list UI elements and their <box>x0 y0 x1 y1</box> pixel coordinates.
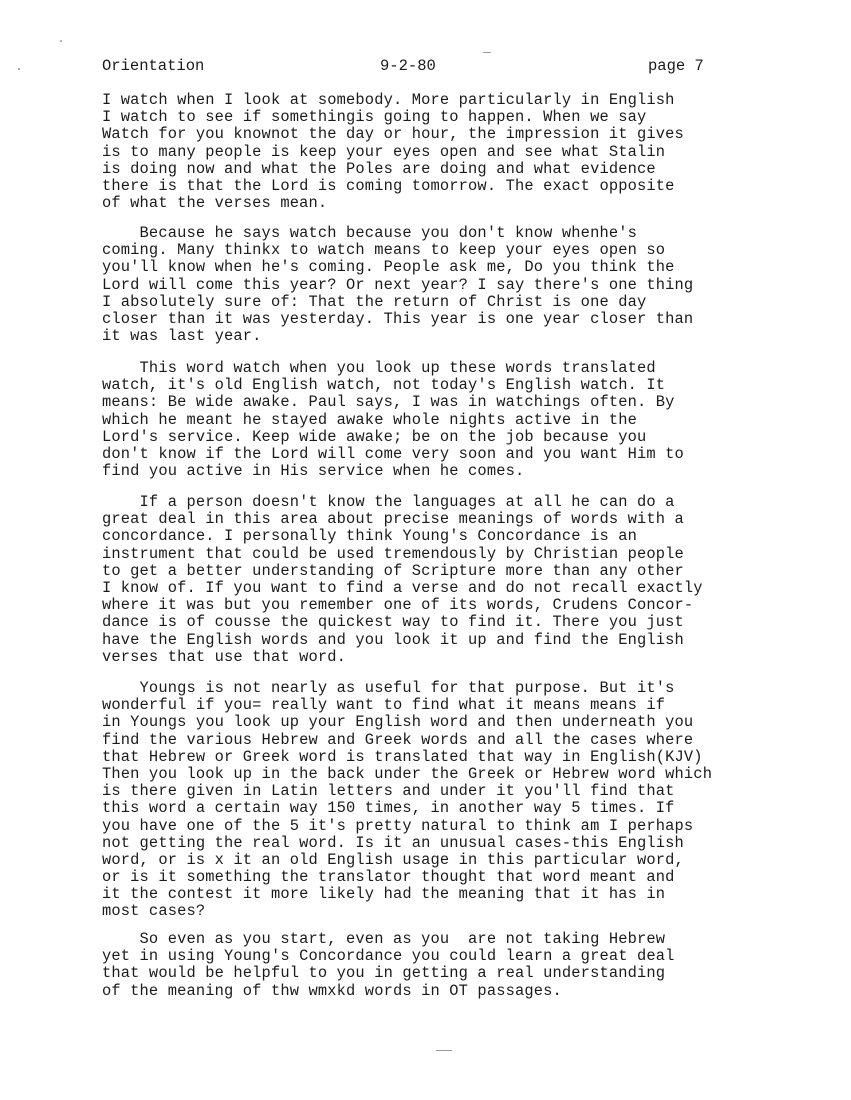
text-line: find you active in His service when he comes. <box>102 462 525 481</box>
text-line: that would be helpful to you in getting a real understanding <box>102 964 666 983</box>
text-line: instrument that could be used tremendously by Christian people <box>102 544 684 563</box>
header-date: 9-2-80 <box>380 57 436 75</box>
scan-speck <box>436 1050 452 1051</box>
text-line: is doing now and what the Poles are doing and what evidence <box>102 159 656 178</box>
text-line: you have one of the 5 it's pretty natural to think am I perhaps <box>102 816 694 835</box>
text-line: find the various Hebrew and Greek words and all the cases where <box>102 730 694 749</box>
text-line: Because he says watch because you don't know whenhe's <box>102 224 637 242</box>
text-line: wonderful if you= really want to find what it means means if <box>102 696 666 715</box>
paragraph-3 <box>102 360 802 480</box>
text-line: I watch when I look at somebody. More particularly in English <box>102 91 675 109</box>
text-line: I watch to see if somethingis going to happen. When we say <box>102 108 647 127</box>
paragraph-5 <box>102 680 802 921</box>
text-line: word, or is x it an old English usage in this particular word, <box>102 850 684 869</box>
text-line: it was last year. <box>102 327 262 346</box>
text-line: Watch for you knownot the day or hour, the impression it gives <box>102 125 684 144</box>
text-line: So even as you start, even as you are not taking Hebrew <box>102 930 666 948</box>
text-line: closer than it was yesterday. This year is one year closer than <box>102 309 694 328</box>
text-line: don't know if the Lord will come very soon and you want Him to <box>102 444 684 463</box>
text-line: yet in using Young's Concordance you could learn a great deal <box>102 947 675 966</box>
scan-speck <box>60 40 62 42</box>
text-line: Lord will come this year? Or next year? I say there's one thing <box>102 275 694 294</box>
text-line: great deal in this area about precise meanings of words with a <box>102 510 684 529</box>
text-line: watch, it's old English watch, not today's English watch. It <box>102 376 666 395</box>
text-line: which he meant he stayed awake whole nights active in the <box>102 410 637 429</box>
text-line: where it was but you remember one of its words, Crudens Concor- <box>102 596 694 615</box>
text-line: Lord's service. Keep wide awake; be on the job because you <box>102 427 647 446</box>
text-line: dance is of cousse the quickest way to find it. There you just <box>102 613 684 632</box>
text-line: This word watch when you look up these words translated <box>102 359 656 377</box>
text-line: concordance. I personally think Young's Concordance is an <box>102 527 637 546</box>
text-line: is to many people is keep your eyes open and see what Stalin <box>102 142 666 161</box>
text-line: or is it something the translator thought that word meant and <box>102 868 675 887</box>
text-line: I absolutely sure of: That the return of Christ is one day <box>102 292 647 311</box>
text-line: means: Be wide awake. Paul says, I was in watchings often. By <box>102 393 675 412</box>
text-line: that Hebrew or Greek word is translated that way in English(KJV) <box>102 747 703 766</box>
text-line: you'll know when he's coming. People ask me, Do you think the <box>102 258 675 277</box>
text-line: of what the verses mean. <box>102 194 328 213</box>
text-line: there is that the Lord is coming tomorrow. The exact opposite <box>102 176 675 195</box>
header-title: Orientation <box>102 57 205 75</box>
text-line: If a person doesn't know the languages at all he can do a <box>102 493 675 511</box>
text-line: I know of. If you want to find a verse and do not recall exactly <box>102 578 703 597</box>
text-line: most cases? <box>102 902 206 921</box>
text-line: to get a better understanding of Scripture more than any other <box>102 561 684 580</box>
text-line: not getting the real word. Is it an unusual cases-this English <box>102 833 684 852</box>
text-line: it the contest it more likely had the meaning that it has in <box>102 885 666 904</box>
text-line: of the meaning of thw wmxkd words in OT passages. <box>102 981 562 1000</box>
text-line: Then you look up in the back under the Greek or Hebrew word which <box>102 764 713 783</box>
text-line: verses that use that word. <box>102 647 347 666</box>
text-line: coming. Many thinkx to watch means to keep your eyes open so <box>102 241 666 260</box>
scan-speck <box>483 52 491 53</box>
paragraph-4 <box>102 494 802 666</box>
text-line: Youngs is not nearly as useful for that purpose. But it's <box>102 679 675 697</box>
text-line: is there given in Latin letters and under it you'll find that <box>102 782 675 801</box>
text-line: this word a certain way 150 times, in another way 5 times. If <box>102 799 675 818</box>
paragraph-2 <box>102 225 802 345</box>
text-line: have the English words and you look it up and find the English <box>102 630 684 649</box>
paragraph-6 <box>102 931 802 1000</box>
text-line: in Youngs you look up your English word and then underneath you <box>102 713 694 732</box>
paragraph-1 <box>102 92 802 212</box>
scan-speck <box>18 68 20 70</box>
header-page-number: page 7 <box>648 57 704 75</box>
